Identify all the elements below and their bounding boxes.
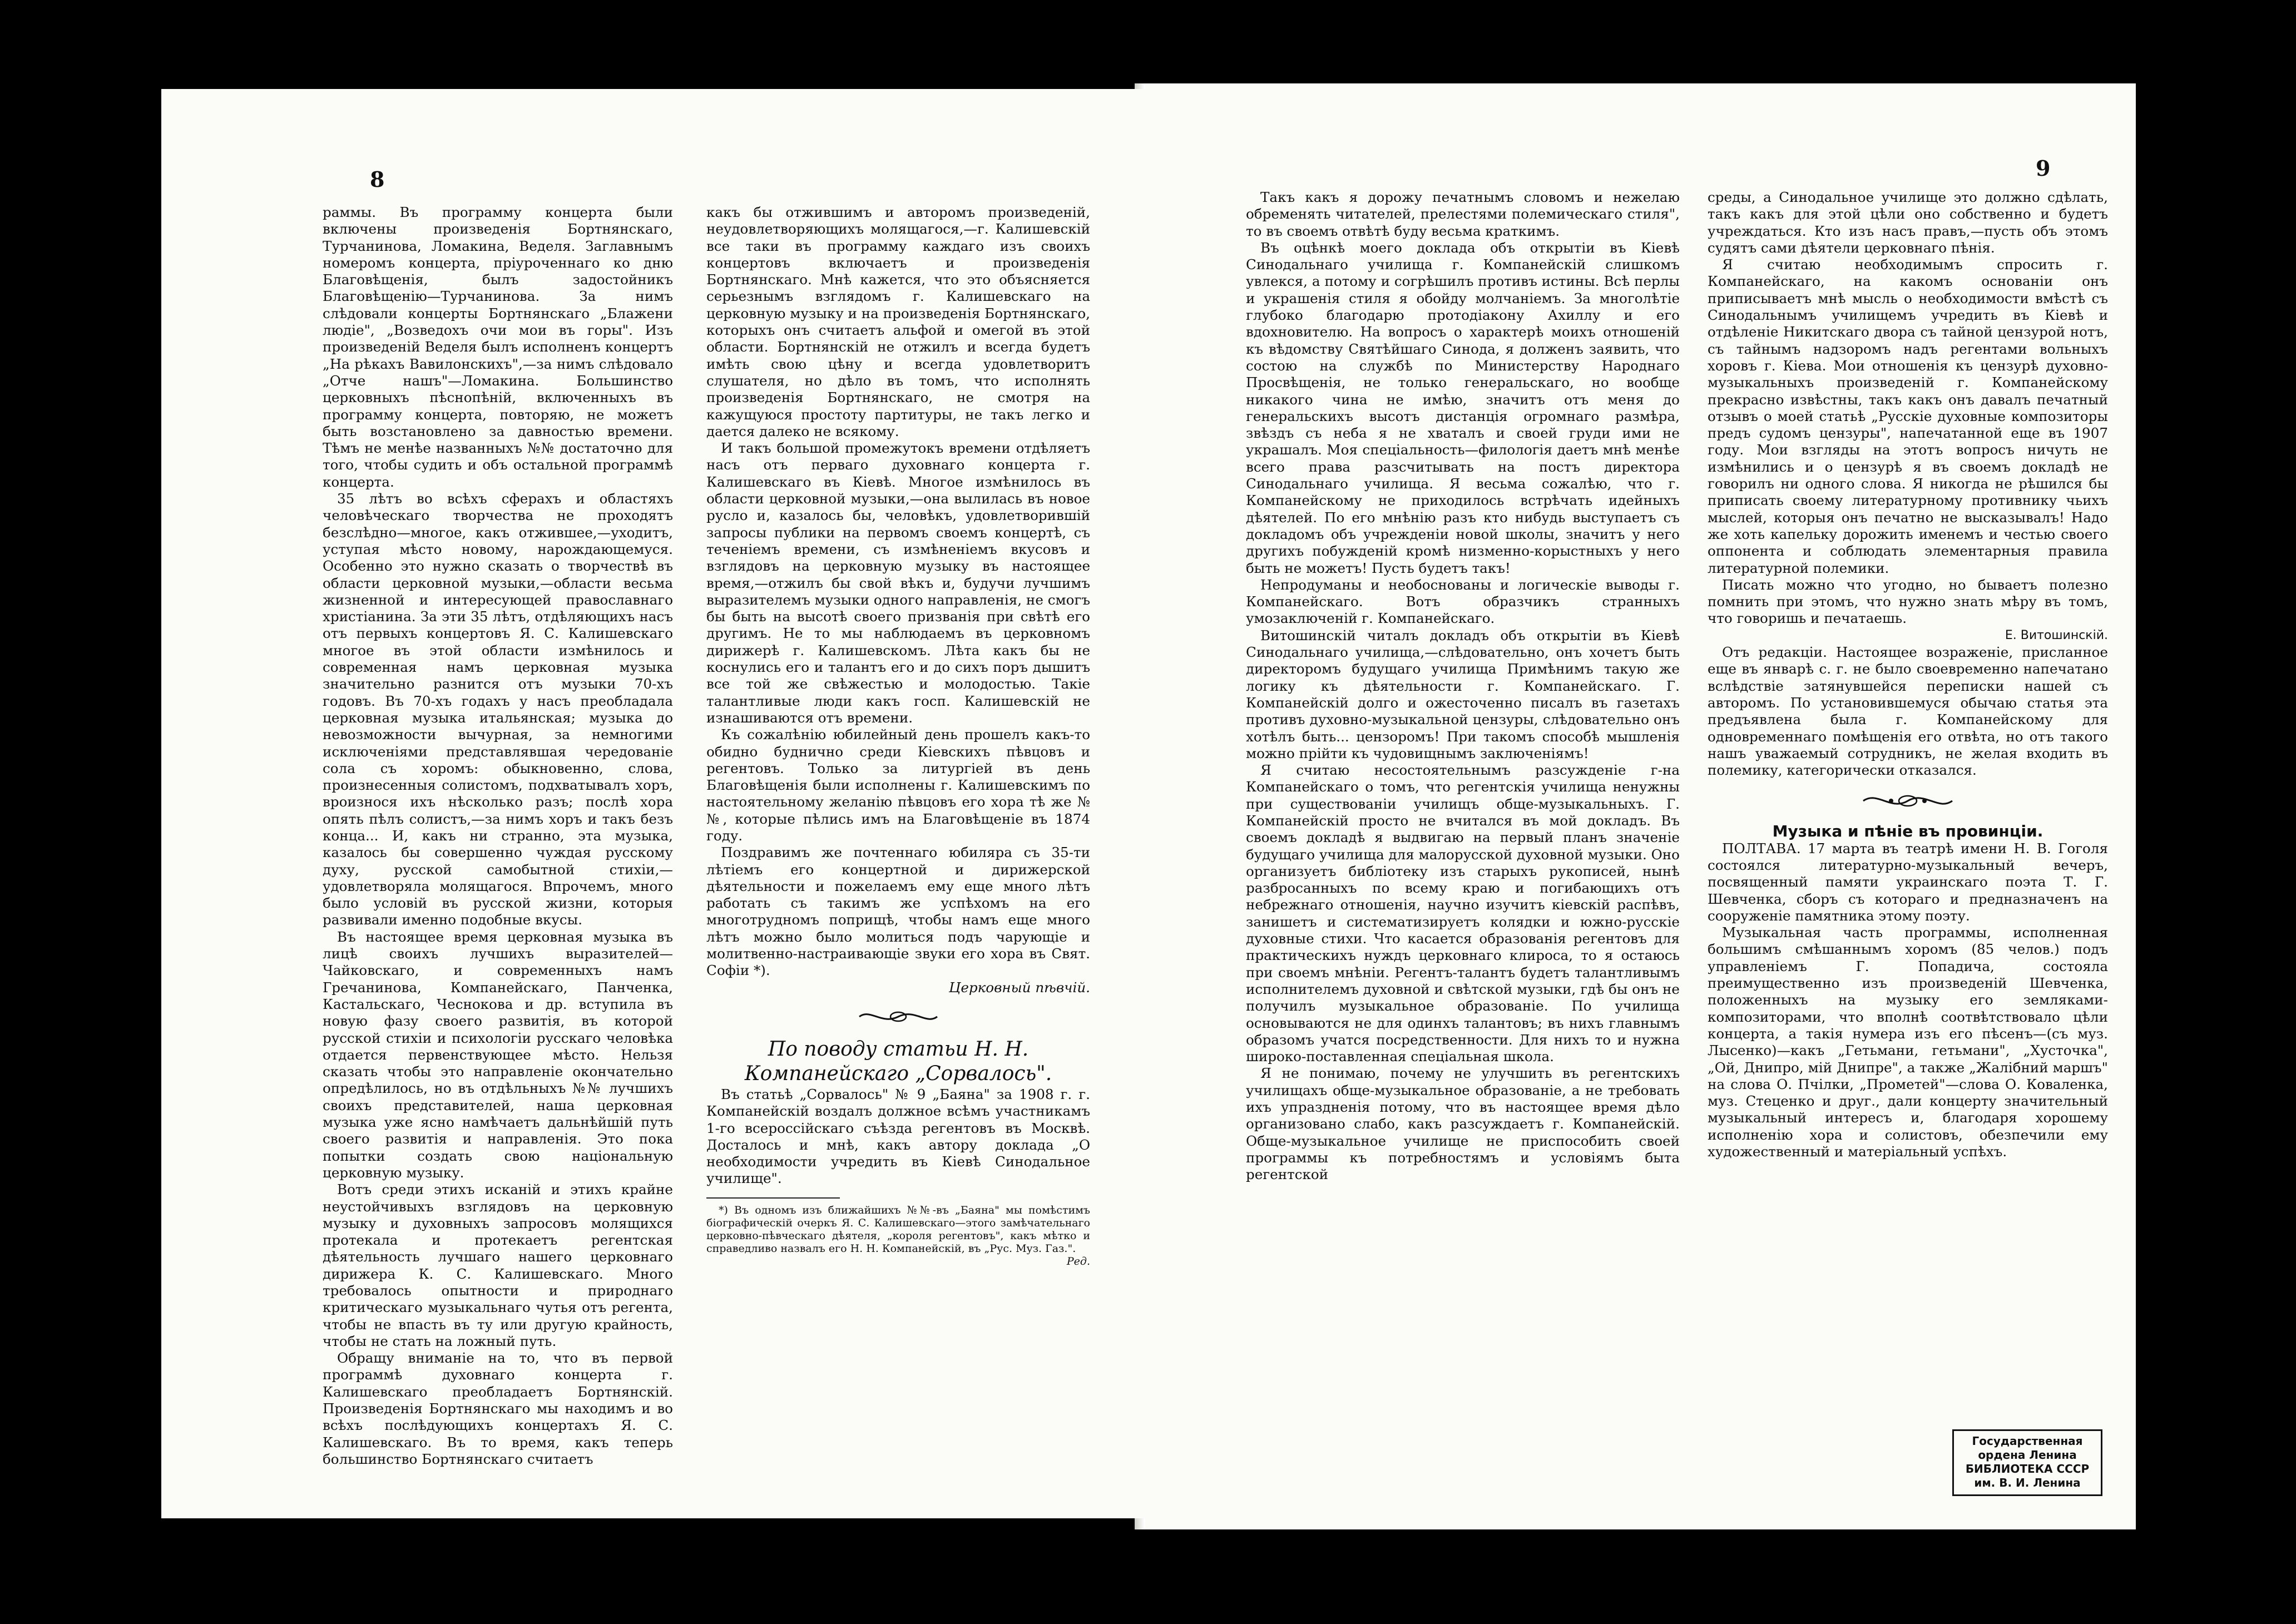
paragraph: 35 лѣтъ во всѣхъ сферахъ и областяхъ человѣческаго творчества не проходятъ безслѣдно—многое, какъ отжившее,—уходитъ, уступая мѣсто новому, нарождающемуся. Особенно это нужно сказать о творчествѣ въ области церковной музыки,—области весьма жизненной и интересующей православнаго христіанина. За эти 35 лѣтъ, отдѣляющихъ насъ отъ первыхъ концертовъ Я. С. Калишевскаго многое въ этой области измѣнилось и современная намъ церковная музыка значительно разнится отъ музыки 70-хъ годовъ. Въ 70-хъ годахъ у насъ преобладала церковная музыка итальянская; музыка до невозможности вычурная, за немногими исключеніями представлявшая чередованіе сола съ хоромъ: обыкновенно, слова, произнесенныя солистомъ, подхватывалъ хоръ, вроизнося ихъ нѣсколько разъ; послѣ хора опять пѣлъ солистъ,—за нимъ хоръ и такъ безъ конца... И, какъ ни странно, эта музыка, казалось бы совершенно чуждая русскому духу, русской самобытной стихіи,—удовлетворяла молящагося. Впрочемъ, много было условій въ русской жизни, которыя развивали именно подобные вкусы.: [323, 491, 673, 928]
footnote-text: *) Въ одномъ изъ ближайшихъ №№-въ „Баяна" мы помѣстимъ біографическій очеркъ Я. С. Калишевскаго—этого замѣчательнаго церковно-пѣвческаго дѣятеля, „короля регентовъ", какъ мѣтко и справедливо назвалъ его Н. Н. Компанейскій, въ „Рус. Муз. Газ.".: [706, 1204, 1090, 1255]
paragraph: Въ статьѣ „Сорвалось" № 9 „Баяна" за 1908 г. г. Компанейскій воздалъ должное всѣмъ участникамъ 1-го всероссійскаго съѣзда регентовъ въ Москвѣ. Досталось и мнѣ, какъ автору доклада „О необходимости учредить въ Кіевѣ Синодальное училище".: [706, 1086, 1090, 1187]
paragraph: Я не понимаю, почему не улучшить въ регентскихъ училищахъ обще-музыкальное образованіе, а не требовать ихъ упраздненія потому, что въ настоящее время дѣло организовано слабо, какъ разсуждаетъ г. Компанейскій. Обще-музыкальное училище не приспособить своей программы къ потребностямъ и условіямъ быта регентской: [1246, 1065, 1680, 1183]
paragraph: какъ бы отжившимъ и авторомъ произведеній, неудовлетворяющихъ молящагося,—г. Калишевскій все таки въ программу каждаго изъ своихъ концертовъ включаетъ и произведенія Бортнянскаго. Мнѣ кажется, что это объясняется серьезнымъ взглядомъ г. Калишевскаго на церковную музыку и на произведенія Бортнянскаго, которыхъ онъ считаетъ альфой и омегой въ этой области. Бортнянскій не отжилъ и всегда будетъ имѣть свою цѣну и всегда удовлетворитъ слушателя, но дѣло въ томъ, что исполнять произведенія Бортнянскаго, не смотря на кажущуюся простоту партитуры, не такъ легко и дается далеко не всякому.: [706, 204, 1090, 439]
right-column-1: [1246, 189, 1680, 1184]
left-column-2: [706, 204, 1090, 1268]
article-heading: По поводу статьи Н. Н. Компанейскаго „Сорвалось".: [744, 1037, 1052, 1085]
stamp-line: им. В. И. Ленина: [1974, 1476, 2081, 1489]
right-page: [1146, 83, 2136, 1529]
author-signature: Церковный пѣвчій.: [948, 979, 1090, 996]
paragraph: Поздравимъ же почтеннаго юбиляра съ 35-ти лѣтіемъ его концертной и дирижерской дѣятельности и пожелаемъ ему еще много лѣтъ работать съ такимъ же успѣхомъ на его многотрудномъ поприщѣ, чтобы намъ еще много лѣтъ можно было молиться подъ чарующіе и молитвенно-настраивающіе звуки его хора въ Свят. Софіи *).: [706, 844, 1090, 979]
left-page: [161, 89, 1146, 1518]
page-number: 9: [2036, 156, 2051, 181]
paragraph: Непродуманы и необоснованы и логическіе выводы г. Компанейскаго. Вотъ образчикъ странныхъ умозаключеній г. Компанейскаго.: [1246, 576, 1680, 627]
paragraph: Обращу вниманіе на то, что въ первой программѣ духовнаго концерта г. Калишевскаго преобладаетъ Бортнянскій. Произведенія Бортнянскаго мы находимъ и во всѣхъ послѣдующихъ концертахъ Я. С. Калишевскаго. Въ то время, какъ теперь большинство Бортнянскаго считаетъ: [323, 1350, 673, 1467]
editorial-note: Отъ редакціи. Настоящее возраженіе, присланное еще въ январѣ с. г. не было своевременно напечатано вслѣдствіе затянувшейся переписки нашей съ авторомъ. По установившемуся обычаю статья эта предъявлена была г. Компанейскому для одновременнаго помѣщенія его отвѣта, но отъ такого нашъ уважаемый сотрудникъ, не желая входить въ полемику, категорически отказался.: [1708, 644, 2108, 779]
paragraph: Въ оцѣнкѣ моего доклада объ открытіи въ Кіевѣ Синодальнаго училища г. Компанейскій слишкомъ увлекся, а потому и согрѣшилъ противъ истины. Всѣ перлы и украшенія стиля я обойду молчаніемъ. За многолѣтіе глубоко благодарю протодіакону Ахиллу и его вдохновителю. На вопросъ о характерѣ моихъ отношеній къ вѣдомству Святѣйшаго Синода, я долженъ заявить, что состою на службѣ по Министерству Народнаго Просвѣщенія, не только генеральскаго, но вообще никакого чина не имѣю, значитъ отъ меня до генеральскихъ высотъ дистанція огромнаго размѣра, звѣздъ съ неба я не хваталъ и своей груди ими не украшалъ. Моя спеціальность—филологія даетъ мнѣ менѣе всего права разсчитывать на постъ директора Синодальнаго училища. Я весьма сожалѣю, что г. Компанейскому не приходилось встрѣчать идейныхъ дѣятелей. По его мнѣнію разъ кто нибудь выступаетъ съ докладомъ объ учрежденіи новой школы, значитъ у него другихъ побужденій кромѣ низменно-корыстныхъ у него быть не можетъ! Пусть будетъ такъ!: [1246, 239, 1680, 576]
paragraph: Я считаю несостоятельнымъ разсужденіе г-на Компанейскаго о томъ, что регентскія училища ненужны при существованіи училищъ обще-музыкальныхъ. Г. Компанейскій просто не вчитался въ мой докладъ. Въ своемъ докладѣ я выдвигаю на первый планъ значеніе будущаго училища для малорусской духовной музыки. Оно организуетъ библіотеку изъ старыхъ рукописей, нынѣ разбросанныхъ по всему краю и погибающихъ отъ небрежнаго отношенія, научно изучитъ кіевскій распѣвъ, занишетъ и систематизируетъ колядки и южно-русскіе духовные стихи. Что касается образованія регентовъ для практическихъ нуждъ церковнаго клироса, то я остаюсь при своемъ мнѣніи. Регентъ-талантъ будетъ талантливымъ исполнителемъ духовной и свѣтской музыки, гдѣ бы онъ не получилъ музыкальное образованіе. По училища основываются не для одинхъ талантовъ; въ нихъ главнымъ образомъ учатся посредственности. Для нихъ то и нужна широко-поставленная спеціальная школа.: [1246, 762, 1680, 1065]
ornament-icon: [1860, 790, 1955, 812]
stamp-line: Государственная: [1972, 1434, 2083, 1448]
ornament-icon: [857, 1007, 940, 1026]
paragraph: Къ сожалѣнію юбилейный день прошелъ какъ-то обидно буднично среди Кіевскихъ пѣвцовъ и регентовъ. Только за литургіей въ день Благовѣщенія были исполнены г. Калишевскимъ по настоятельному желанію пѣвцовъ его хора тѣ же №№, которые пѣлись имъ на Благовѣщеніе въ 1874 году.: [706, 726, 1090, 844]
footnote: [706, 1204, 1090, 1268]
stamp-line: ордена Ленина: [1978, 1448, 2077, 1462]
paragraph: раммы. Въ программу концерта были включены произведенія Бортнянскаго, Турчанинова, Ломакина, Веделя. Заглавнымъ номеромъ концерта, пріуроченнаго ко дню Благовѣщенія, былъ задостойникъ Благовѣщенію—Турчанинова. За нимъ слѣдовали концерты Бортнянскаго „Блажени людіе", „Возведохъ очи мои въ горы". Изъ произведеній Веделя былъ исполненъ концертъ „На рѣкахъ Вавилонскихъ",—за нимъ слѣдовало „Отче нашъ"—Ломакина. Большинство церковныхъ пѣснопѣній, включенныхъ въ программу концерта, повторяю, не можетъ быть возстановлено за давностью времени. Тѣмъ не менѣе названныхъ №№ достаточно для того, чтобы судить и объ остальной программѣ концерта.: [323, 204, 673, 490]
paragraph: Писать можно что угодно, но бываетъ полезно помнить при этомъ, что нужно знать мѣру въ томъ, что говоришь и печатаешь.: [1708, 576, 2108, 627]
footnote-rule: [706, 1197, 840, 1199]
paragraph: Витошинскій читалъ докладъ объ открытіи въ Кіевѣ Синодальнаго училища,—слѣдовательно, онъ хочетъ быть директоромъ будущаго училища Примѣнимъ такую же логику къ дѣятельности г. Компанейскаго. Г. Компанейскій долго и ожесточенно писалъ въ газетахъ противъ духовно-музыкальной цензуры, слѣдовательно онъ хотѣлъ быть... цензоромъ! При такомъ способѣ мышленія можно прійти къ чудовищнымъ заключеніямъ!: [1246, 627, 1680, 761]
author-signature: Е. Витошинскій.: [2005, 628, 2108, 642]
left-column-1: [323, 204, 673, 1468]
paragraph: Я считаю необходимымъ спросить г. Компанейскаго, на какомъ основаніи онъ приписываетъ мнѣ мысль о необходимости вмѣстѣ съ Синодальнымъ училищемъ учредить въ Кіевѣ и отдѣленіе Никитскаго двора съ тайной цензурой нотъ, съ тайнымъ надзоромъ надъ регентами вольныхъ хоровъ г. Кіева. Мои отношенія къ цензурѣ духовно-музыкальныхъ произведеній г. Компанейскому прекрасно извѣстны, такъ какъ онъ давалъ печатный отзывъ о моей статьѣ „Русскіе духовные композиторы предъ судомъ цензуры", напечатанной еще въ 1907 году. Мои взгляды на этотъ вопросъ ничуть не измѣнились и о цензурѣ я въ своемъ докладѣ не говорилъ ни одного слова. Я никогда не рѣшился бы приписать своему литературному противнику чьихъ мыслей, которыя онъ печатно не высказывалъ! Надо же хоть капельку дорожить именемъ и честью своего оппонента и соблюдать элементарныя правила литературной полемики.: [1708, 256, 2108, 576]
library-stamp: [1952, 1429, 2102, 1496]
footnote-mark: Ред.: [1066, 1255, 1090, 1267]
page-number: 8: [370, 167, 385, 192]
paragraph: Вотъ среди этихъ исканій и этихъ крайне неустойчивыхъ взглядовъ на церковную музыку и духовныхъ запросовъ молящихся протекала и протекаетъ регентская дѣятельность лучшаго нашего церковнаго дирижера К. С. Калишевскаго. Много требовалось опытности и природнаго критическаго музыкальнаго чутья отъ регента, чтобы не впасть въ ту или другую крайность, чтобы не стать на ложный путь.: [323, 1181, 673, 1349]
paragraph: Музыкальная часть программы, исполненная большимъ смѣшаннымъ хоромъ (85 челов.) подъ управленіемъ Г. Попадича, состояла преимущественно изъ произведеній Шевченка, положенныхъ на музыку его земляками-композиторами, что вполнѣ соотвѣтствовало цѣли концерта, а такія нумера изъ его пѣсенъ—(съ муз. Лысенко)—какъ „Гетьмани, гетьмани", „Хусточка", „Ой, Днипро, мій Днипре", а также „Жалібний маршъ" на слова О. Пчілки, „Прометей"—слова О. Коваленка, муз. Стеценко и друг., дали концерту значительный музыкальный интересъ и, благодаря хорошему исполненію хора и солистовъ, обезпечили ему художественный и матеріальный успѣхъ.: [1708, 924, 2108, 1160]
paragraph: Такъ какъ я дорожу печатнымъ словомъ и нежелаю обременять читателей, прелестями полемическаго стиля", то въ своемъ отвѣтѣ буду весьма краткимъ.: [1246, 189, 1680, 239]
paragraph: ПОЛТАВА. 17 марта въ театрѣ имени Н. В. Гоголя состоялся литературно-музыкальный вечеръ, посвященный памяти украинскаго поэта Т. Г. Шевченка, сборъ съ котораго и предназначенъ на сооруженіе памятника этому поэту.: [1708, 840, 2108, 924]
section-heading: Музыка и пѣніе въ провинціи.: [1772, 822, 2043, 841]
paragraph: Въ настоящее время церковная музыка въ лицѣ своихъ лучшихъ выразителей—Чайковскаго, и современныхъ намъ Гречанинова, Компанейскаго, Панченка, Кастальскаго, Чеснокова и др. вступила въ новую фазу своего развитія, въ которой русской стихіи и психологіи русскаго человѣка отдается первенствующее мѣсто. Нельзя сказать чтобы это направленіе окончательно опредѣлилось, но въ отдѣльныхъ №№ лучшихъ своихъ представителей, наша церковная музыка уже ясно намѣчаетъ дальнѣйшій путь своего развитія и направленія. Это пока попытки создать свою національную церковную музыку.: [323, 928, 673, 1181]
right-column-2: [1708, 189, 2108, 1160]
paragraph: среды, а Синодальное училище это должно сдѣлать, такъ какъ для этой цѣли оно собственно и будетъ учреждаться. Кто изъ насъ правъ,—пусть объ этомъ судятъ сами дѣятели церковнаго пѣнія.: [1708, 189, 2108, 256]
stamp-line: БИБЛИОТЕКА СССР: [1965, 1462, 2090, 1476]
paragraph: И такъ большой промежутокъ времени отдѣляетъ насъ отъ перваго духовнаго концерта г. Калишевскаго въ Кіевѣ. Многое измѣнилось въ области церковной музыки,—она вылилась въ новое русло и, казалось бы, человѣкъ, удовлетворившій запросы публики на первомъ своемъ концертѣ, съ теченіемъ времени, съ измѣненіемъ вкусовъ и взглядовъ на церковную музыку въ настоящее время,—отжилъ бы свой вѣкъ и, будучи лучшимъ выразителемъ музыки одного направленія, не смогъ бы быть на высотѣ своего призванія при свѣтѣ его другимъ. Не то мы наблюдаемъ въ церковномъ дирижерѣ г. Калишевскомъ. Лѣта какъ бы не коснулись его и талантъ его и до сихъ поръ дышитъ все той же свѣжестью и молодостью. Такіе талантливые люди какъ госп. Калишевскій не изнашиваются отъ времени.: [706, 440, 1090, 726]
